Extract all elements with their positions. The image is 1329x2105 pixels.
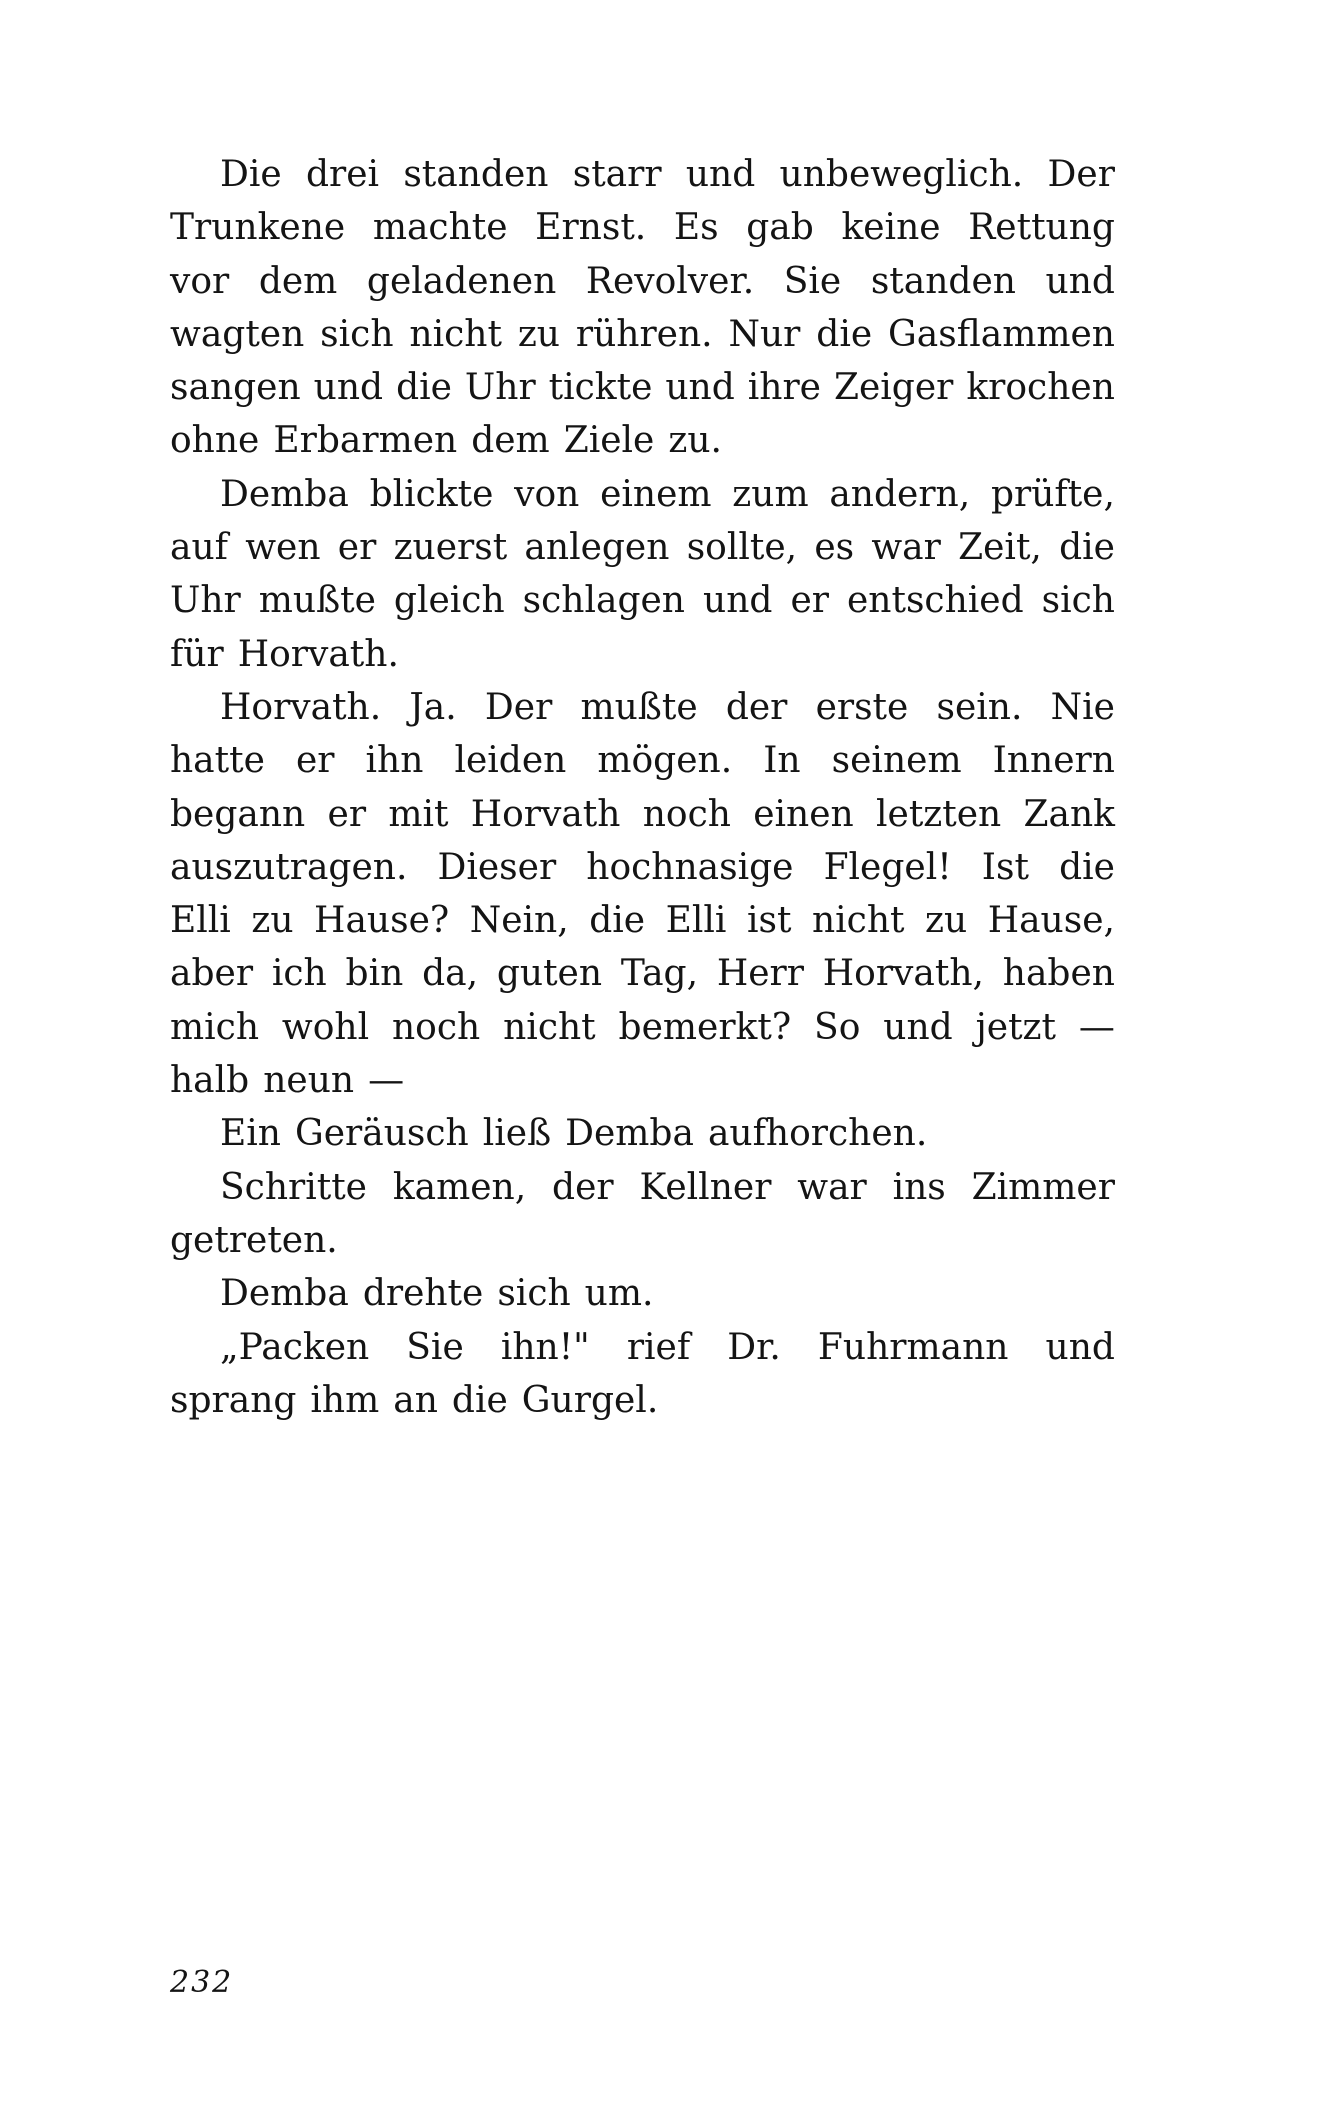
word: auszutragen.: [170, 846, 408, 888]
word: ist: [746, 900, 792, 942]
word: ließ: [482, 1113, 552, 1155]
word: der: [552, 1166, 614, 1208]
word: Fuhrmann: [817, 1326, 1009, 1368]
word: noch: [392, 1006, 481, 1048]
word: —: [1078, 1006, 1115, 1048]
word: aber: [170, 953, 254, 995]
word: ich: [271, 953, 327, 995]
word: —: [368, 1060, 405, 1102]
word: Flegel!: [823, 846, 952, 888]
word: Zimmer: [971, 1166, 1115, 1208]
word: Demba: [220, 473, 349, 515]
word: schlagen: [522, 580, 685, 622]
text-line: [170, 1214, 1115, 1267]
word: an: [393, 1379, 438, 1421]
word: und: [883, 1006, 953, 1048]
word: die: [589, 900, 646, 942]
word: und: [1045, 260, 1115, 302]
word: Dieser: [437, 846, 557, 888]
word: nicht: [409, 313, 502, 355]
text-line: [170, 681, 1115, 734]
word: sein.: [936, 686, 1023, 728]
word: guten: [496, 953, 603, 995]
word: noch: [642, 793, 731, 835]
word: halb: [170, 1060, 250, 1102]
word: Schritte: [220, 1166, 367, 1208]
text-line: [170, 1001, 1115, 1054]
word: letzten: [876, 793, 1002, 835]
word: sich: [1041, 580, 1115, 622]
word: Dr.: [727, 1326, 781, 1368]
word: Ernst.: [535, 207, 647, 249]
word: vor: [170, 260, 230, 302]
body-text: [170, 148, 1115, 1427]
word: rühren.: [575, 313, 713, 355]
word: Trunkene: [170, 207, 346, 249]
text-line: [170, 361, 1115, 414]
text-line: [170, 521, 1115, 574]
word: Ziele: [563, 420, 655, 462]
word: unbeweglich.: [779, 154, 1024, 195]
text-line: [170, 788, 1115, 841]
word: starr: [572, 154, 662, 195]
text-line: [170, 1374, 1115, 1427]
word: ihm: [310, 1379, 380, 1421]
word: wohl: [281, 1006, 370, 1048]
word: sollte,: [686, 527, 798, 569]
text-line: [170, 414, 1115, 467]
word: und: [665, 367, 735, 409]
word: „Packen: [220, 1326, 370, 1368]
word: Rettung: [968, 207, 1115, 249]
word: In: [763, 740, 801, 782]
word: blickte: [369, 473, 494, 515]
word: Elli: [170, 900, 231, 942]
text-line: [170, 201, 1115, 254]
word: seinem: [831, 740, 962, 782]
word: rief: [626, 1326, 691, 1368]
word: getreten.: [170, 1219, 338, 1261]
word: entschied: [846, 580, 1024, 622]
word: wen: [245, 527, 321, 569]
word: Es: [673, 207, 719, 249]
word: dem: [471, 420, 550, 462]
word: Zeit,: [958, 527, 1042, 569]
word: und: [1045, 1326, 1115, 1368]
word: haben: [1002, 953, 1115, 995]
word: bin: [345, 953, 404, 995]
word: Nur: [728, 313, 801, 355]
word: die: [816, 313, 873, 355]
word: und: [685, 154, 756, 195]
word: gab: [746, 207, 814, 249]
text-line: [170, 1054, 1115, 1107]
word: Der: [484, 686, 553, 728]
word: Revolver.: [585, 260, 755, 302]
word: mögen.: [597, 740, 733, 782]
word: hatte: [170, 740, 265, 782]
word: von: [514, 473, 580, 515]
word: Hause?: [314, 900, 450, 942]
text-line: [170, 1267, 1115, 1320]
text-line: [170, 841, 1115, 894]
word: Elli: [665, 900, 727, 942]
word: Demba: [220, 1273, 349, 1315]
word: die: [396, 367, 452, 409]
word: Zank: [1023, 793, 1115, 835]
word: prüfte,: [990, 473, 1115, 515]
word: Hause,: [987, 900, 1115, 942]
text-line: [170, 1321, 1115, 1374]
word: da,: [422, 953, 479, 995]
word: Geräusch: [294, 1113, 469, 1155]
word: Innern: [992, 740, 1115, 782]
word: die: [1059, 527, 1115, 569]
word: war: [797, 1166, 867, 1208]
word: leiden: [454, 740, 567, 782]
word: drei: [305, 154, 380, 195]
word: standen: [403, 154, 549, 195]
word: Nie: [1050, 686, 1115, 728]
word: zuerst: [393, 527, 508, 569]
word: Horvath.: [237, 633, 399, 675]
word: Gurgel.: [521, 1379, 659, 1421]
word: er: [790, 580, 829, 622]
word: geladenen: [366, 260, 557, 302]
word: er: [327, 793, 367, 835]
word: zu: [251, 900, 294, 942]
word: Sie: [406, 1326, 464, 1368]
word: Herr: [716, 953, 804, 995]
word: ohne: [170, 420, 260, 462]
text-line: [170, 148, 1115, 201]
word: Erbarmen: [273, 420, 458, 462]
word: der: [725, 686, 788, 728]
text-line: [170, 1161, 1115, 1214]
word: Gasflammen: [888, 313, 1115, 355]
word: tickte: [548, 367, 653, 409]
text-line: [170, 734, 1115, 787]
word: mich: [170, 1006, 259, 1048]
word: keine: [841, 207, 941, 249]
word: So: [814, 1006, 861, 1048]
word: anlegen: [524, 527, 670, 569]
word: drehte: [362, 1273, 484, 1315]
text-line: [170, 1107, 1115, 1160]
text-line: [170, 947, 1115, 1000]
page-number: 232: [170, 1965, 234, 2000]
word: Zeiger: [833, 367, 954, 409]
word: krochen: [966, 367, 1115, 409]
word: mußte: [258, 580, 376, 622]
word: begann: [170, 793, 306, 835]
word: neun: [263, 1060, 355, 1102]
text-line: [170, 574, 1115, 627]
word: für: [170, 633, 224, 675]
word: mit: [388, 793, 449, 835]
text-line: [170, 628, 1115, 681]
word: um.: [584, 1273, 654, 1315]
word: Uhr: [464, 367, 536, 409]
word: Sie: [783, 260, 842, 302]
word: mußte: [580, 686, 698, 728]
word: zu: [925, 900, 968, 942]
text-line: [170, 255, 1115, 308]
word: bemerkt?: [618, 1006, 792, 1048]
word: auf: [170, 527, 228, 569]
word: Demba: [565, 1113, 694, 1155]
word: ihn: [365, 740, 424, 782]
word: ihre: [747, 367, 821, 409]
word: Horvath: [470, 793, 621, 835]
word: gleich: [393, 580, 505, 622]
word: wagten: [170, 313, 305, 355]
word: nicht: [503, 1006, 596, 1048]
word: machte: [372, 207, 508, 249]
word: hochnasige: [586, 846, 794, 888]
word: Horvath.: [220, 686, 382, 728]
word: dem: [258, 260, 338, 302]
word: sprang: [170, 1379, 297, 1421]
word: zu.: [668, 420, 722, 462]
text-line: [170, 468, 1115, 521]
word: Uhr: [170, 580, 241, 622]
word: Tag,: [620, 953, 699, 995]
word: sich: [497, 1273, 571, 1315]
word: aufhorchen.: [707, 1113, 928, 1155]
text-line: [170, 308, 1115, 361]
word: und: [703, 580, 773, 622]
word: war: [871, 527, 941, 569]
word: zum: [732, 473, 809, 515]
word: ins: [892, 1166, 946, 1208]
word: Ist: [981, 846, 1029, 888]
word: andern,: [829, 473, 971, 515]
word: Der: [1047, 154, 1115, 195]
word: Kellner: [639, 1166, 772, 1208]
word: einem: [600, 473, 712, 515]
word: nicht: [811, 900, 905, 942]
word: Ein: [220, 1113, 281, 1155]
word: er: [295, 740, 335, 782]
word: es: [814, 527, 855, 569]
word: Die: [220, 154, 282, 195]
text-line: [170, 894, 1115, 947]
word: jetzt: [975, 1006, 1056, 1048]
word: standen: [870, 260, 1016, 302]
word: sich: [320, 313, 394, 355]
word: zu: [517, 313, 560, 355]
word: er: [337, 527, 377, 569]
word: einen: [753, 793, 854, 835]
word: Nein,: [469, 900, 569, 942]
word: und: [313, 367, 384, 409]
word: die: [451, 1379, 508, 1421]
word: Horvath,: [822, 953, 984, 995]
word: ihn!": [500, 1326, 590, 1368]
word: sangen: [170, 367, 301, 409]
word: kamen,: [392, 1166, 527, 1208]
word: die: [1059, 846, 1115, 888]
word: Ja.: [409, 686, 457, 728]
word: erste: [815, 686, 909, 728]
